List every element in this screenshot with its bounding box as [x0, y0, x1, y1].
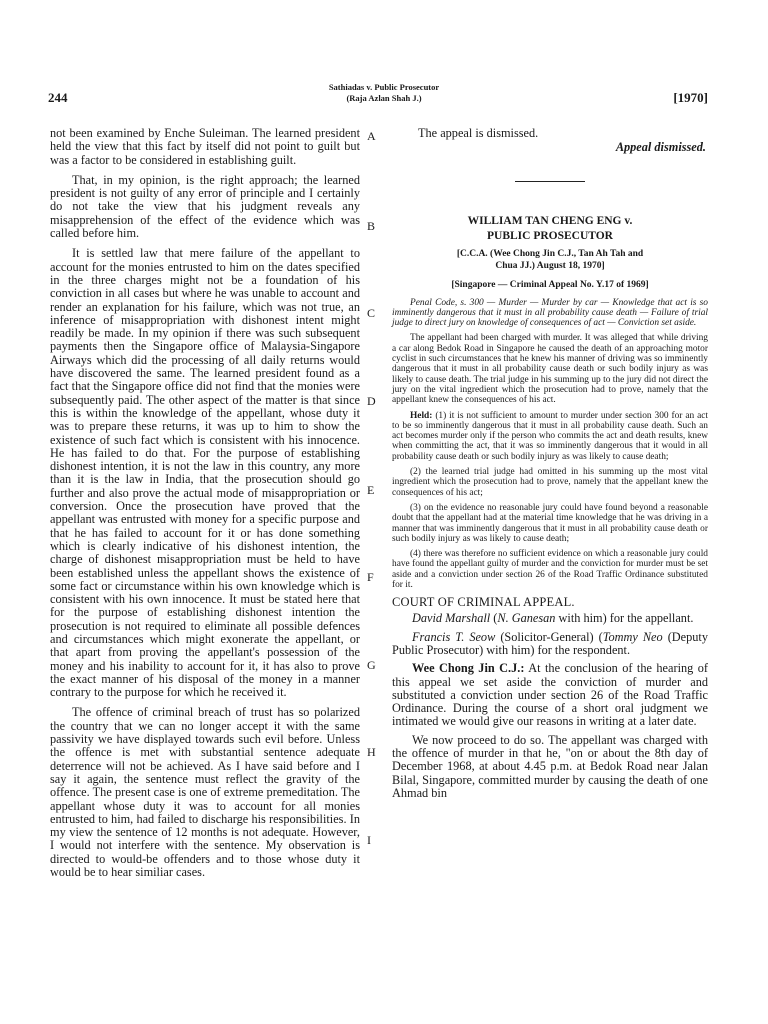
held-3: (3) on the evidence no reasonable jury could have found beyond a reasonable doubt that the appellant had at the material time knowledge that he was driving in a manner that was imminently dangerous that it must in all probability cause death or such bodily injury as was likely to cause death;	[392, 502, 708, 544]
margin-letter-f: F	[367, 570, 374, 584]
page-number: 244	[48, 90, 68, 105]
paragraph: That, in my opinion, is the right approach; the learned president is not guilty of any error of principle and I certainly do not take the view that his judgment reveals any misapprehension of the effect of the evidence which was called before him.	[50, 172, 360, 241]
section-rule	[515, 181, 585, 182]
right-column	[392, 127, 708, 805]
case-title	[392, 214, 708, 244]
counsel-1-rest: with him) for the appellant.	[558, 611, 694, 626]
catchwords: Penal Code, s. 300 — Murder — Murder by car — Knowledge that act is so imminently dangerous that it must in all probability cause death — Failure of trial judge to direct jury on knowledge of consequences of act — Conviction set aside.	[392, 297, 708, 329]
counsel-respondent: Francis T. Seow (Solicitor-General) (Tommy Neo (Deputy Public Prosecutor) with him) for the respondent.	[392, 629, 708, 657]
margin-letter-h: H	[367, 745, 376, 759]
margin-letter-d: D	[367, 394, 376, 408]
judge-name: Wee Chong Jin C.J.:	[412, 661, 525, 676]
coram	[392, 248, 708, 272]
margin-letter-e: E	[367, 483, 375, 497]
margin-letter-g: G	[367, 658, 376, 672]
judgment-1-text: At the conclusion of the hearing of this appeal we set aside the conviction of murder and substituted a conviction under section 26 of the Road Traffic Ordinance. During the course of a short oral judgment we intimated we would give our reasons in writing at a later date.	[392, 661, 708, 729]
held-1	[392, 411, 708, 462]
criminal-appeal-ref: [Singapore — Criminal Appeal No. Y.17 of 1969]	[451, 279, 649, 290]
held-4: (4) there was therefore no sufficient evidence on which a reasonable jury could have found the appellant guilty of murder and the conviction for murder must be set aside and a conviction under section 26 of the Road Traffic Ordinance substituted for it.	[392, 549, 708, 591]
paragraph: It is settled law that mere failure of the appellant to account for the monies entrusted to him on the dates specified in the three charges might not be a foundation of his conviction in all cases but where he was unable to account and render an explanation for his failure, which was not true, an inference of misappropriation with dishonest intent might readily be made. In my opinion if there was such subsequent payments then the Singapore office of Malaysia-Singapore Airways which did the processing of all daily returns would have discovered the same. The learned president found as a fact that the Singapore office did not find that the monies were subsequently paid. The other aspect of the matter is that since this is within the knowledge of the appellant, whose duty it was to prepare these returns, it was up to him to show the existence of such fact which is consistent with his innocence. He has failed to do that. For the purpose of establishing dishonest intention, it is not the law in this country, any more than it is the law in India, that the prosecution should go further and also prove the actual mode of misappropriation or conversion. Once the prosecution have proved that the appellant was entrusted with money for a specific purpose and that he has failed to account for it or has done something which is clearly indicative of his dishonest intention, the charge of dishonest misappropriation must be held to have been established unless the appellant shows the existence of some fact or circumstance within his own knowledge which is consistent with his own innocence. It must be stated here that for the purpose of establishing dishonest intention the prosecution is not required to eliminate all possible defences and circumstances which might exonerate the appellant, or that apart from proving the appellant's possession of the money and his inability to account for it, it has also to prove the exact manner of his disposal of the money in a manner contrary to the purpose for which he received it.	[50, 246, 360, 700]
case-title-line1: WILLIAM TAN CHENG ENG v.	[467, 214, 633, 227]
paragraph: not been examined by Enche Suleiman. The learned president held the view that this fact by itself did not point to guilt but was a factor to be considered in establishing guilt.	[50, 126, 360, 167]
counsel-1-assoc: N. Ganesan	[497, 611, 556, 626]
counsel-2-role: (Solicitor-General)	[500, 629, 594, 644]
year: [1970]	[673, 90, 708, 105]
running-head-case: Sathiadas v. Public Prosecutor	[328, 82, 440, 92]
case-title-line2: PUBLIC PROSECUTOR	[487, 229, 613, 242]
judgment-paragraph-2: We now proceed to do so. The appellant was charged with the offence of murder in that he, "on or about the 8th day of December 1968, at about 4.45 p.m. at Bedok Road near Jalan Bilal, Singapore, committed murder by causing the death of one Ahmad bin	[392, 732, 708, 800]
counsel-appellant: David Marshall (N. Ganesan with him) for the appellant.	[412, 611, 694, 626]
appeal-dismissed-text: The appeal is dismissed.	[418, 126, 539, 140]
running-head-judge: (Raja Azlan Shah J.)	[346, 93, 422, 103]
left-column	[50, 127, 360, 886]
margin-letter-a: A	[367, 129, 376, 143]
court-heading: COURT OF CRIMINAL APPEAL.	[392, 595, 575, 610]
coram-line1: [C.C.A. (Wee Chong Jin C.J., Tan Ah Tah and	[456, 248, 644, 259]
judgment-paragraph-1	[392, 662, 708, 728]
appeal-dismissed-italic: Appeal dismissed.	[615, 140, 706, 155]
margin-letter-i: I	[367, 833, 371, 847]
counsel-1-name: David Marshall	[412, 611, 491, 626]
held-2: (2) the learned trial judge had omitted in his summing up the most vital ingredient which the prosecution had to prove, namely that the appellant knew the consequences of his act;	[392, 467, 708, 498]
held-label: Held:	[410, 410, 433, 421]
paragraph: The offence of criminal breach of trust has so polarized the country that we can no longer accept it with the same passivity we have displayed towards such evil before. Unless the offence is met with substantial sentence adequate deterrence will not be achieved. As I have said before and I say it again, the sentence must reflect the gravity of the offence. The present case is one of extreme premeditation. The appellant whose duty it was to account for all monies entrusted to him, had failed to discharge his responsibilities. In my view the sentence of 12 months is not adequate. However, I would not interfere with the sentence. My observation is directed to would-be offenders and to those whose duty it would be to hear similiar cases.	[50, 705, 360, 880]
margin-letter-b: B	[367, 219, 376, 233]
running-head	[0, 82, 768, 104]
coram-line2: Chua JJ.) August 18, 1970]	[495, 260, 605, 271]
held-1-text: (1) it is not sufficient to amount to murder under section 300 for an act to be so imminently dangerous that it must in all probability cause death. Such an act becomes murder only if the person who commits the act and death results, knew when committing the act, that it was so imminently dangerous that it would in all probability cause death or such bodily injury as was likely to cause death;	[392, 410, 708, 462]
counsel-2-assoc: Tommy Neo	[602, 629, 663, 644]
margin-letter-c: C	[367, 306, 376, 320]
counsel-2-name: Francis T. Seow	[412, 629, 496, 644]
appeal-dismissed	[392, 127, 708, 155]
headnote: The appellant had been charged with murder. It was alleged that while driving a car along Bedok Road in Singapore he caused the death of an approaching motor cyclist in such circumstances that he knew his manner of driving was so imminently dangerous that it must in all probability cause death or such bodily injury as was likely to cause death. The trial judge in his summing up to the jury did not direct the jury on the vital ingredient which the prosecution had to prove, namely that the appellant knew the consequences of his act.	[392, 333, 708, 406]
counsel-2-rest: (Deputy Public Prosecutor) with him) for the respondent.	[392, 629, 708, 657]
